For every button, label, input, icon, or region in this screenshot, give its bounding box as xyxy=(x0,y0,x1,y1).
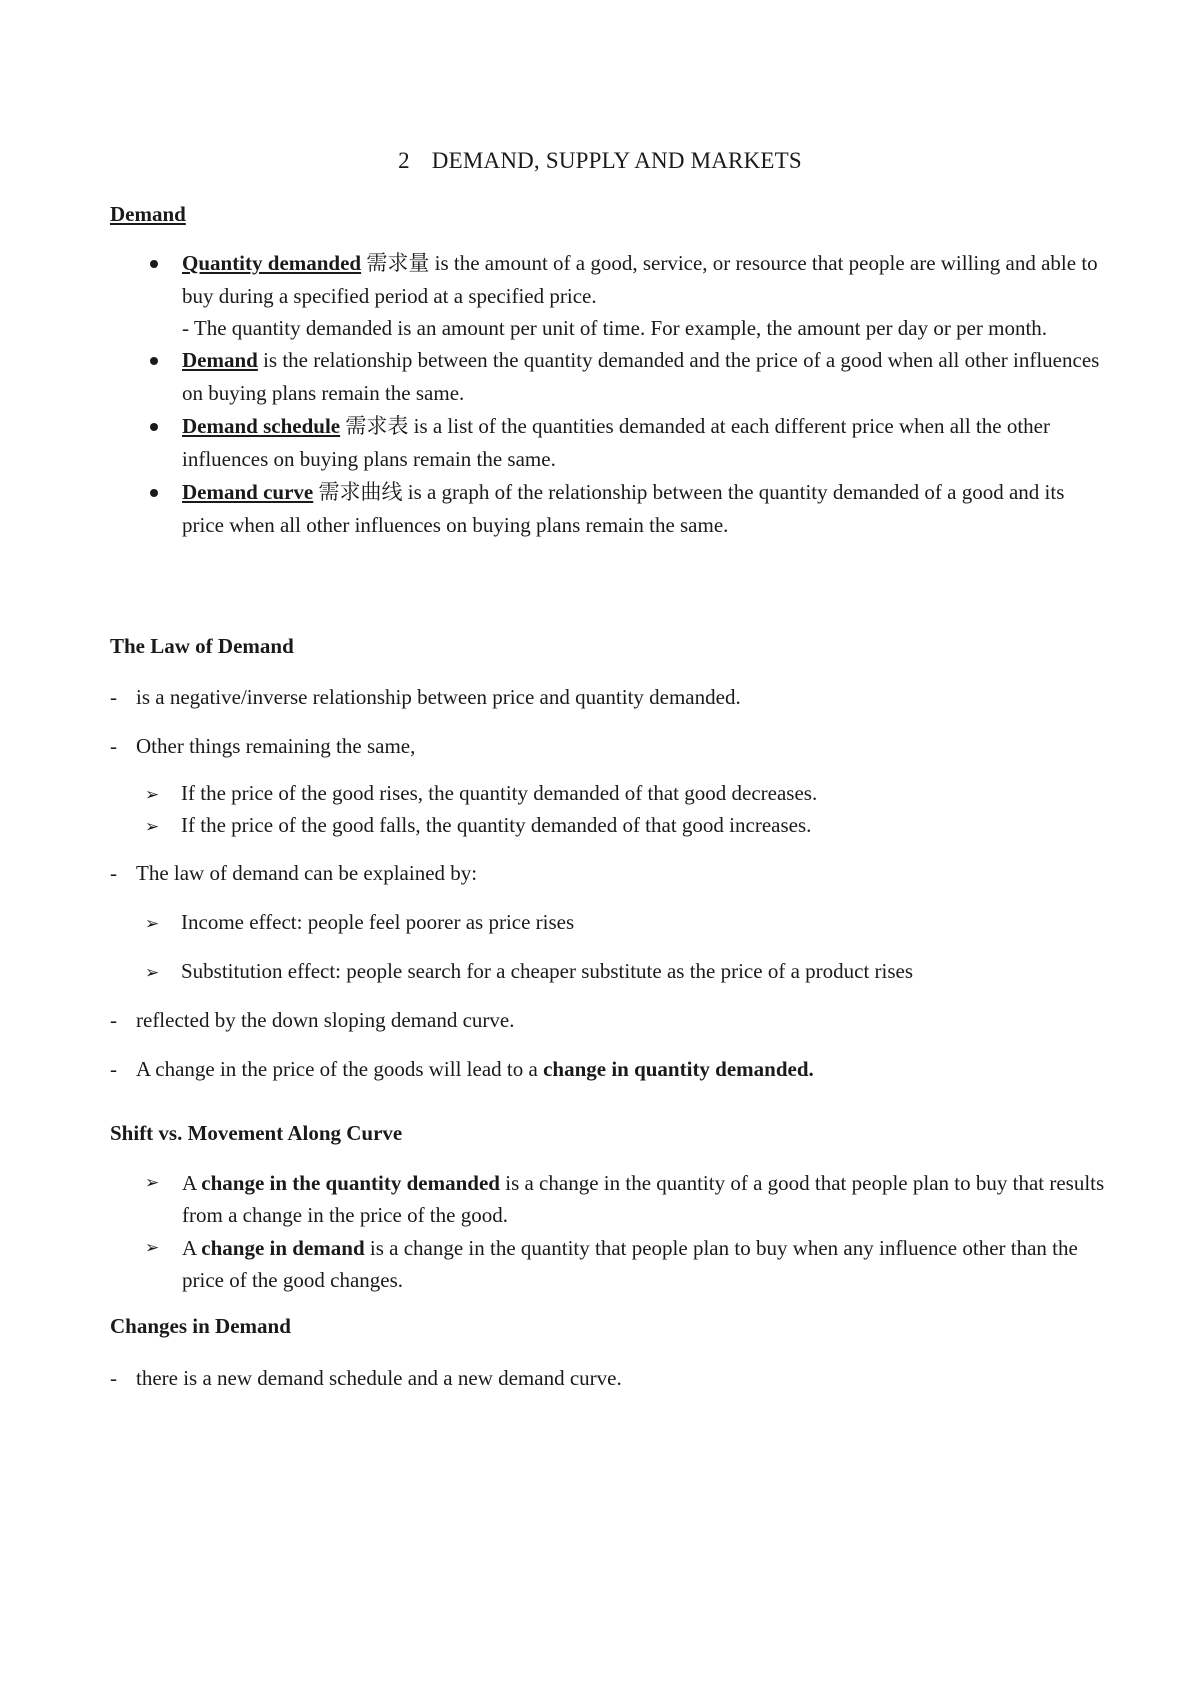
text: If the price of the good rises, the quantity demanded of that good decreases. xyxy=(181,781,818,805)
arrow-bullet-icon: ➢ xyxy=(145,785,160,805)
text: Other things remaining the same, xyxy=(136,734,416,758)
term: Demand xyxy=(182,348,258,372)
definition: is the relationship between the quantity demanded and the price of a good when all other influences on buying plans remain the same. xyxy=(182,348,1100,405)
dash-icon: - xyxy=(110,1008,117,1032)
text: there is a new demand schedule and a new demand curve. xyxy=(136,1366,622,1390)
text: A change in the price of the goods will lead to a xyxy=(136,1057,544,1081)
law-arrow-3 xyxy=(145,907,1105,940)
emphasis: change in demand xyxy=(201,1236,365,1260)
list-item xyxy=(110,247,1110,344)
text: Substitution effect: people search for a cheaper substitute as the price of a product rises xyxy=(181,959,914,983)
bullet-icon xyxy=(150,489,158,497)
list-item xyxy=(110,410,1110,476)
changes-in-demand-heading: Changes in Demand xyxy=(110,1314,291,1338)
definition: is the amount of a good, service, or resource that people are willing and able to buy during a specified period at a specified price. xyxy=(182,251,1098,308)
definition: is a graph of the relationship between the quantity demanded of a good and its price when all other influences on buying plans remain the same. xyxy=(182,480,1065,537)
bullet-icon xyxy=(150,260,158,268)
law-arrow-1 xyxy=(145,778,1105,811)
emphasis: change in the quantity demanded xyxy=(201,1171,500,1195)
chinese-term: 需求曲线 xyxy=(318,480,403,504)
definition: is a list of the quantities demanded at each different price when all the other influences on buying plans remain the same. xyxy=(182,414,1050,471)
law-line-5 xyxy=(110,1054,1130,1084)
bullet-icon xyxy=(150,423,158,431)
text: The law of demand can be explained by: xyxy=(136,861,478,885)
shift-item-2 xyxy=(145,1232,1110,1296)
chinese-term: 需求表 xyxy=(345,414,409,438)
arrow-bullet-icon: ➢ xyxy=(145,1238,160,1258)
dash-icon: - xyxy=(110,861,117,885)
law-of-demand-heading: The Law of Demand xyxy=(110,634,294,658)
law-arrow-2 xyxy=(145,810,1105,843)
shift-item-1 xyxy=(145,1167,1110,1231)
law-line-1 xyxy=(110,682,1130,712)
text: reflected by the down sloping demand curve. xyxy=(136,1008,515,1032)
demand-definitions xyxy=(110,247,1110,542)
page-title xyxy=(0,148,1200,174)
law-line-4 xyxy=(110,1005,1130,1035)
text: A change in demand is a change in the quantity that people plan to buy when any influence other than the price of the good changes. xyxy=(182,1236,1078,1292)
arrow-bullet-icon: ➢ xyxy=(145,1173,160,1193)
dash-icon: - xyxy=(110,1366,117,1390)
emphasis: change in quantity demanded. xyxy=(543,1057,814,1081)
law-line-2 xyxy=(110,731,1130,761)
shift-vs-movement-heading: Shift vs. Movement Along Curve xyxy=(110,1121,403,1145)
law-arrow-4 xyxy=(145,956,1105,989)
chapter-number: 2 xyxy=(398,148,410,173)
text: is a negative/inverse relationship between price and quantity demanded. xyxy=(136,685,741,709)
arrow-bullet-icon: ➢ xyxy=(145,817,160,837)
note: - The quantity demanded is an amount per unit of time. For example, the amount per day or per month. xyxy=(182,316,1048,340)
term: Quantity demanded xyxy=(182,251,362,275)
text: Income effect: people feel poorer as price rises xyxy=(181,910,575,934)
bullet-icon xyxy=(150,357,158,365)
dash-icon: - xyxy=(110,734,117,758)
dash-icon: - xyxy=(110,1057,117,1081)
dash-icon: - xyxy=(110,685,117,709)
text: If the price of the good falls, the quantity demanded of that good increases. xyxy=(181,813,812,837)
chinese-term: 需求量 xyxy=(366,251,430,275)
list-item xyxy=(110,476,1110,542)
chapter-title: DEMAND, SUPPLY AND MARKETS xyxy=(431,148,802,173)
arrow-bullet-icon: ➢ xyxy=(145,914,160,934)
arrow-bullet-icon: ➢ xyxy=(145,963,160,983)
term: Demand schedule xyxy=(182,414,341,438)
list-item xyxy=(110,344,1110,410)
law-line-3 xyxy=(110,858,1130,888)
demand-heading: Demand xyxy=(110,202,186,226)
term: Demand curve xyxy=(182,480,314,504)
changes-line-1 xyxy=(110,1363,1130,1393)
text: A change in the quantity demanded is a change in the quantity of a good that people plan to buy that results from a change in the price of the good. xyxy=(182,1171,1105,1227)
